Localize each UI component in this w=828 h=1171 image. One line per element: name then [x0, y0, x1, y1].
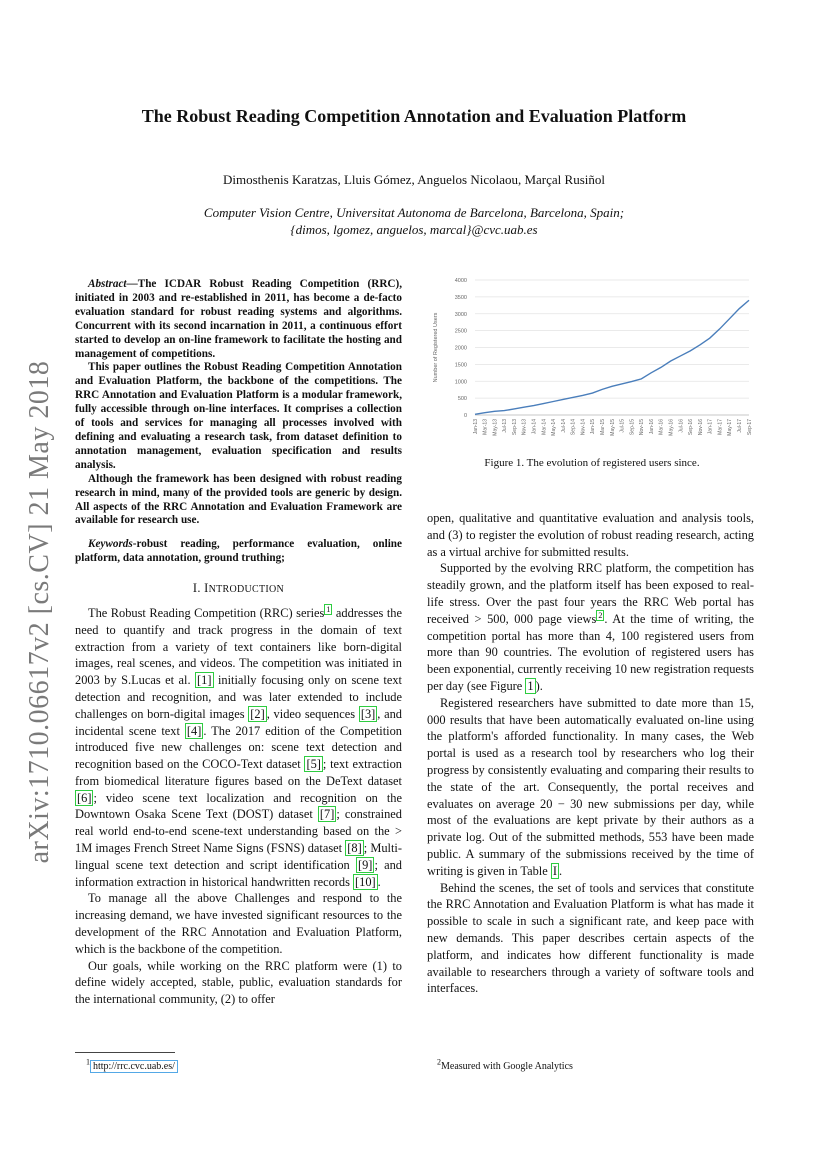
footnote-2: $^2$Measured with Google Analytics — [437, 1057, 573, 1072]
x-tick-label-1: Mar-13 — [482, 419, 489, 435]
arxiv-stamp: arXiv:1710.06617v2 [cs.CV] 21 May 2018 — [24, 360, 55, 864]
keywords: Keywords-robust reading, performance evaluation, online platform, data annotation, ground truthing; — [75, 538, 402, 565]
abstract-paragraph-2: This paper outlines the Robust Reading Competition Annotation and Evaluation Platform, the backbone of the competitions. The RRC Annotation and Evaluation Platform is a modular framework, fully accessible through on-line interfaces. It comprises a collection of tools and services for managing all processes involved with defining and evaluating a research task, from dataset definition to annotation management, evaluation specification and results analysis. — [75, 361, 402, 471]
authors: Dimosthenis Karatzas, Lluis Gómez, Anguelos Nicolaou, Marçal Rusiñol — [223, 172, 605, 187]
x-tick-label-6: Jan-14 — [531, 419, 538, 435]
citation-4[interactable]: [4] — [186, 723, 202, 738]
affiliation — [60, 204, 768, 238]
citation-1[interactable]: [1] — [197, 673, 212, 688]
right-column — [427, 510, 754, 997]
x-tick-label-5: Nov-13 — [521, 419, 528, 436]
series-line-registered-users — [475, 300, 749, 414]
x-tick-label-21: Jul-16 — [678, 419, 685, 433]
footnote-1: $^1$ http://rrc.cvc.uab.es/ — [86, 1061, 178, 1072]
right-paragraph-3: Registered researchers have submitted to date more than 15, 000 results that have been automatically evaluated on-line using the platform's afforded functionality. In many cases, the Web portal is used as a research tool by researchers who log their progress by consistently evaluating and comparing their results to the state of the art. Consequently, the portal receives and evaluates on average 20 − 30 new submissions per day, while most of the evaluations are kept private by their authors as a private log. Out of the submitted methods, 553 have been made public. A summary of the submissions received by the time of writing is given in Table I . — [427, 695, 754, 878]
y-tick-label-7: 3500 — [454, 294, 467, 301]
x-tick-label-19: Mar-16 — [658, 419, 665, 435]
x-tick-label-17: Nov-15 — [639, 419, 646, 436]
citation-5[interactable]: [5] — [306, 757, 321, 772]
x-tick-label-9: Jul-14 — [560, 419, 567, 433]
abstract-label: Abstract — [88, 278, 127, 290]
figure-1 — [427, 270, 757, 475]
citation-6[interactable]: [6] — [77, 790, 92, 805]
figure-ref-1[interactable]: 1 — [527, 678, 534, 693]
x-tick-label-12: Jan-15 — [590, 419, 597, 435]
y-tick-label-8: 4000 — [454, 278, 467, 284]
x-tick-label-14: May-15 — [609, 419, 616, 436]
y-tick-label-3: 1500 — [454, 362, 467, 369]
y-tick-label-5: 2500 — [454, 328, 467, 335]
x-tick-label-18: Jan-16 — [648, 419, 655, 435]
right-paragraph-1: open, qualitative and quantitative evaluation and analysis tools, and (3) to register the evolution of robust reading research, acting as a virtual archive for submitted results. — [427, 511, 754, 559]
registered-users-chart — [427, 270, 757, 455]
x-tick-label-10: Sep-14 — [570, 419, 577, 436]
x-tick-label-20: May-16 — [668, 419, 675, 436]
footnote-rule — [75, 1052, 175, 1053]
x-tick-label-22: Sep-16 — [688, 419, 695, 436]
citation-9[interactable]: [9] — [357, 857, 373, 872]
left-column — [75, 278, 402, 1008]
x-tick-label-15: Jul-15 — [619, 419, 626, 433]
x-tick-label-3: Jul-13 — [502, 419, 509, 433]
right-paragraph-2: Supported by the evolving RRC platform, the competition has steadily grown, and the platform itself has been exposed to real-life stress. Over the past four years the RRC Web portal has received > 500, 000 page views $^2$ . At the time of writing, the competition portal has more than 4, 100 registered users from more than 90 countries. The evolution of registered users has been exponential, currently receiving 10 new registration requests per day (see Figure 1 ). — [427, 561, 754, 693]
x-tick-label-26: May-17 — [727, 419, 734, 436]
y-tick-label-1: 500 — [457, 396, 467, 403]
footnote-ref-2[interactable]: 2 — [598, 610, 603, 620]
x-tick-label-7: Mar-14 — [541, 419, 548, 435]
y-tick-label-0: 0 — [463, 413, 467, 419]
affiliation-line-1: Computer Vision Centre, Universitat Autonoma de Barcelona, Barcelona, Spain; — [203, 205, 625, 220]
intro-paragraph-3: Our goals, while working on the RRC platform were (1) to define widely accepted, stable, public, evaluation standards for the international community, (2) to offer — [75, 958, 402, 1007]
citation-10[interactable]: [10] — [355, 874, 376, 889]
abstract-paragraph-1: Abstract—The ICDAR Robust Reading Competition (RRC), initiated in 2003 and re-established in 2011, has become a de-facto evaluation standard for robust reading systems and algorithms. Concurrent with its second incarnation in 2011, a continuous effort started to develop an on-line framework to facilitate the hosting and management of competitions. — [75, 278, 402, 360]
abstract-paragraph-3: Although the framework has been designed with robust reading research in mind, many of the provided tools are generic by design. All aspects of the RRC Annotation and Evaluation Framework are available for research use. — [75, 472, 402, 527]
intro-paragraph-2: To manage all the above Challenges and respond to the increasing demand, we have invested significant resources to the development of the RRC Annotation and Evaluation Platform, which is the backbone of the competition. — [75, 891, 402, 956]
page-title: The Robust Reading Competition Annotation and Evaluation Platform — [141, 106, 687, 126]
footnote-1-link[interactable]: http://rrc.cvc.uab.es/ — [90, 1060, 178, 1073]
figure-1-caption: Figure 1. The evolution of registered users since. — [484, 457, 700, 469]
citation-3[interactable]: [3] — [360, 706, 376, 721]
y-tick-label-6: 3000 — [454, 311, 467, 318]
y-tick-label-2: 1000 — [454, 379, 467, 386]
abstract — [75, 278, 402, 528]
x-tick-label-24: Jan-17 — [707, 419, 714, 435]
x-tick-label-28: Sep-17 — [746, 419, 753, 436]
x-tick-label-4: Sep-13 — [511, 419, 518, 436]
x-tick-label-11: Nov-14 — [580, 419, 587, 436]
y-tick-label-4: 2000 — [454, 345, 467, 352]
right-paragraph-4: Behind the scenes, the set of tools and services that constitute the RRC Annotation and Evaluation Platform is what has made it possible to scale in such a significant rate, and keep pace with new demands. This paper describes certain aspects of the platform, and indicates how different functionality is made available to researchers through a variety of software tools and interfaces. — [427, 880, 754, 996]
citation-2[interactable]: [2] — [250, 706, 265, 721]
citation-7[interactable]: [7] — [319, 807, 335, 822]
section-heading-introduction: I. INTRODUCTION — [192, 581, 285, 596]
x-tick-label-23: Nov-16 — [697, 419, 704, 436]
keywords-label: Keywords — [88, 538, 133, 551]
x-tick-label-25: Mar-17 — [717, 419, 724, 435]
x-tick-label-2: May-13 — [492, 419, 499, 436]
table-ref-1[interactable]: I — [552, 863, 557, 878]
footnote-ref-1[interactable]: 1 — [326, 604, 331, 614]
x-tick-label-8: May-14 — [551, 419, 558, 436]
citation-8[interactable]: [8] — [347, 841, 362, 856]
x-tick-label-27: Jul-17 — [737, 419, 744, 433]
x-tick-label-13: Mar-15 — [600, 419, 607, 435]
affiliation-emails: {dimos, lgomez, anguelos, marcal}@cvc.uab.es — [290, 222, 538, 237]
intro-paragraph-1: The Robust Reading Competition (RRC) series $^1$ addresses the need to quantify and track progress in the domain of text extraction from a variety of text containers like born-digital images, real scenes, and videos. The competition was initiated in 2003 by S.Lucas et al. [1] initially focusing only on scene text detection and recognition, and was later extended to include challenges on born-digital images [2] , video sequences [3] , and incidental scene text [4] . The 2017 edition of the Competition introduced five new challenges on: scene text detection and recognition based on the COCO-Text dataset [5] ; text extraction from biomedical literature figures based on the DeText dataset [6] ; video scene text localization and recognition on the Downtown Osaka Scene Text (DOST) dataset [7] ; constrained real world end-to-end scene-text understanding based on the > 1M images French Street Name Signs (FSNS) dataset [8] ; Multi-lingual scene text detection and script identification [9] ; and information extraction in historical handwritten records [10] . — [75, 604, 402, 889]
x-tick-label-16: Sep-15 — [629, 419, 636, 436]
y-axis-label: Number of Registered Users — [433, 312, 439, 383]
x-tick-label-0: Jan-13 — [472, 419, 479, 435]
